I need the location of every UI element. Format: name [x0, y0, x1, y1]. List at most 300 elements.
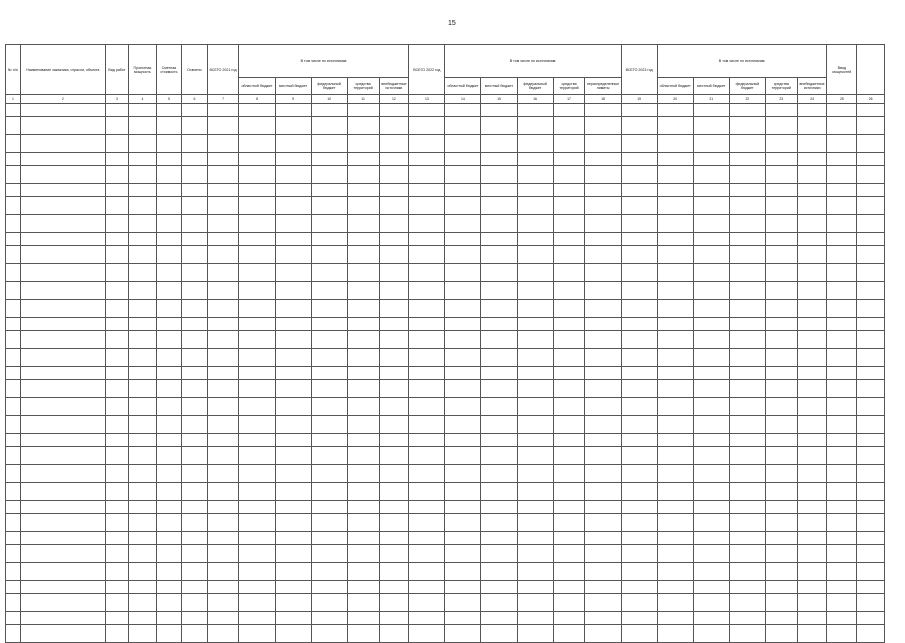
table-cell	[6, 447, 21, 465]
table-cell	[156, 380, 181, 398]
column-number: 18	[585, 95, 621, 104]
table-cell	[129, 153, 157, 166]
table-cell	[275, 349, 311, 367]
table-cell	[693, 318, 729, 331]
table-cell	[517, 246, 553, 264]
table-cell	[347, 581, 379, 594]
table-cell	[207, 581, 239, 594]
table-cell	[827, 264, 857, 282]
column-number: 20	[657, 95, 693, 104]
table-cell	[765, 545, 797, 563]
table-cell	[765, 349, 797, 367]
table-cell	[797, 197, 827, 215]
table-cell	[517, 434, 553, 447]
table-cell	[797, 318, 827, 331]
table-cell	[481, 104, 517, 117]
table-cell	[693, 545, 729, 563]
table-cell	[481, 514, 517, 532]
table-cell	[553, 264, 585, 282]
table-cell	[481, 135, 517, 153]
table-cell	[379, 416, 409, 434]
table-cell	[239, 153, 275, 166]
table-cell	[207, 104, 239, 117]
table-cell	[6, 246, 21, 264]
table-cell	[585, 398, 621, 416]
table-cell	[585, 282, 621, 300]
table-cell	[6, 501, 21, 514]
table-cell	[311, 563, 347, 581]
table-cell	[657, 501, 693, 514]
table-cell	[207, 398, 239, 416]
table-cell	[379, 532, 409, 545]
table-cell	[765, 581, 797, 594]
table-cell	[585, 416, 621, 434]
col-term-header: Ввод мощностей	[827, 45, 857, 95]
table-cell	[857, 465, 885, 483]
column-number: 12	[379, 95, 409, 104]
table-cell	[311, 514, 347, 532]
table-cell	[379, 215, 409, 233]
table-cell	[657, 465, 693, 483]
table-cell	[657, 300, 693, 318]
table-cell	[585, 380, 621, 398]
table-cell	[239, 246, 275, 264]
table-cell	[729, 465, 765, 483]
table-cell	[657, 153, 693, 166]
table-cell	[857, 612, 885, 625]
table-cell	[207, 447, 239, 465]
table-cell	[129, 367, 157, 380]
table-cell	[347, 563, 379, 581]
table-cell	[797, 563, 827, 581]
table-cell	[379, 264, 409, 282]
table-cell	[409, 434, 445, 447]
table-cell	[857, 197, 885, 215]
table-cell	[827, 166, 857, 184]
table-cell	[129, 398, 157, 416]
table-cell	[553, 215, 585, 233]
table-cell	[6, 318, 21, 331]
table-cell	[621, 581, 657, 594]
table-cell	[156, 483, 181, 501]
table-cell	[857, 246, 885, 264]
table-cell	[207, 246, 239, 264]
table-cell	[239, 563, 275, 581]
table-cell	[797, 300, 827, 318]
table-cell	[693, 153, 729, 166]
table-cell	[239, 434, 275, 447]
table-cell	[105, 594, 128, 612]
table-cell	[445, 514, 481, 532]
table-cell	[765, 398, 797, 416]
table-cell	[239, 532, 275, 545]
table-cell	[657, 594, 693, 612]
src-local-2021: местный бюджет	[275, 78, 311, 95]
table-cell	[797, 331, 827, 349]
table-cell	[182, 104, 207, 117]
table-row	[6, 197, 885, 215]
table-cell	[156, 197, 181, 215]
table-cell	[481, 233, 517, 246]
table-cell	[765, 153, 797, 166]
table-cell	[379, 380, 409, 398]
table-cell	[105, 367, 128, 380]
table-cell	[445, 184, 481, 197]
col-done-header: Освоено	[182, 45, 207, 95]
table-cell	[797, 501, 827, 514]
table-cell	[6, 300, 21, 318]
src-other-2023: внебюджетные источники	[797, 78, 827, 95]
table-cell	[105, 545, 128, 563]
table-cell	[129, 416, 157, 434]
table-cell	[20, 184, 105, 197]
column-numbers-row	[6, 95, 885, 104]
table-cell	[129, 246, 157, 264]
table-cell	[156, 367, 181, 380]
table-cell	[182, 416, 207, 434]
table-cell	[445, 117, 481, 135]
column-number: 6	[182, 95, 207, 104]
table-cell	[182, 501, 207, 514]
table-cell	[797, 514, 827, 532]
table-cell	[693, 380, 729, 398]
column-number: 23	[765, 95, 797, 104]
table-cell	[657, 215, 693, 233]
table-cell	[729, 264, 765, 282]
table-cell	[553, 465, 585, 483]
table-cell	[517, 264, 553, 282]
budget-table-sheet	[5, 44, 885, 634]
table-cell	[239, 545, 275, 563]
table-cell	[20, 465, 105, 483]
table-cell	[275, 318, 311, 331]
table-cell	[827, 282, 857, 300]
table-cell	[20, 514, 105, 532]
table-cell	[311, 434, 347, 447]
table-cell	[517, 380, 553, 398]
table-cell	[275, 117, 311, 135]
table-cell	[239, 483, 275, 501]
table-cell	[797, 117, 827, 135]
table-cell	[182, 545, 207, 563]
table-cell	[239, 416, 275, 434]
table-cell	[657, 349, 693, 367]
table-cell	[445, 380, 481, 398]
table-cell	[765, 233, 797, 246]
column-number: 19	[621, 95, 657, 104]
table-cell	[585, 331, 621, 349]
table-cell	[657, 434, 693, 447]
table-cell	[311, 581, 347, 594]
table-cell	[20, 501, 105, 514]
table-cell	[517, 215, 553, 233]
table-cell	[729, 612, 765, 625]
table-cell	[553, 367, 585, 380]
table-cell	[6, 117, 21, 135]
table-cell	[693, 135, 729, 153]
table-cell	[20, 246, 105, 264]
table-cell	[585, 501, 621, 514]
table-cell	[6, 233, 21, 246]
table-cell	[693, 300, 729, 318]
table-cell	[20, 594, 105, 612]
table-cell	[517, 545, 553, 563]
table-cell	[765, 594, 797, 612]
table-cell	[827, 483, 857, 501]
table-cell	[857, 545, 885, 563]
table-cell	[765, 184, 797, 197]
table-cell	[182, 447, 207, 465]
table-cell	[445, 264, 481, 282]
table-cell	[239, 104, 275, 117]
table-cell	[481, 380, 517, 398]
table-cell	[585, 153, 621, 166]
table-cell	[182, 532, 207, 545]
table-cell	[657, 135, 693, 153]
table-cell	[797, 465, 827, 483]
table-cell	[445, 282, 481, 300]
table-cell	[553, 282, 585, 300]
table-cell	[445, 447, 481, 465]
table-cell	[311, 380, 347, 398]
table-cell	[621, 349, 657, 367]
table-cell	[311, 215, 347, 233]
table-cell	[517, 563, 553, 581]
table-cell	[347, 264, 379, 282]
table-cell	[311, 166, 347, 184]
table-cell	[182, 117, 207, 135]
table-cell	[311, 501, 347, 514]
table-cell	[621, 300, 657, 318]
table-cell	[621, 501, 657, 514]
table-cell	[517, 349, 553, 367]
column-number: 5	[156, 95, 181, 104]
table-cell	[857, 563, 885, 581]
table-cell	[857, 581, 885, 594]
table-cell	[621, 514, 657, 532]
table-cell	[129, 331, 157, 349]
table-cell	[6, 264, 21, 282]
table-row	[6, 300, 885, 318]
table-cell	[105, 380, 128, 398]
table-row	[6, 166, 885, 184]
table-cell	[275, 398, 311, 416]
table-cell	[182, 264, 207, 282]
table-cell	[379, 465, 409, 483]
table-cell	[585, 465, 621, 483]
table-cell	[105, 465, 128, 483]
table-cell	[517, 367, 553, 380]
table-cell	[445, 135, 481, 153]
table-cell	[765, 514, 797, 532]
table-cell	[347, 331, 379, 349]
table-cell	[347, 166, 379, 184]
table-cell	[239, 581, 275, 594]
table-cell	[657, 104, 693, 117]
table-cell	[311, 197, 347, 215]
table-cell	[379, 104, 409, 117]
table-cell	[517, 233, 553, 246]
table-cell	[379, 581, 409, 594]
table-cell	[621, 215, 657, 233]
table-cell	[156, 153, 181, 166]
table-cell	[275, 581, 311, 594]
table-cell	[693, 117, 729, 135]
table-cell	[347, 465, 379, 483]
table-cell	[481, 166, 517, 184]
table-cell	[585, 135, 621, 153]
src-local-2023: местный бюджет	[693, 78, 729, 95]
table-cell	[445, 367, 481, 380]
table-cell	[207, 282, 239, 300]
table-cell	[182, 197, 207, 215]
table-cell	[6, 104, 21, 117]
table-cell	[311, 465, 347, 483]
table-cell	[6, 282, 21, 300]
table-cell	[827, 184, 857, 197]
table-cell	[129, 166, 157, 184]
table-cell	[156, 300, 181, 318]
table-cell	[657, 380, 693, 398]
table-cell	[553, 416, 585, 434]
table-cell	[765, 318, 797, 331]
table-cell	[379, 184, 409, 197]
table-cell	[657, 246, 693, 264]
table-cell	[6, 532, 21, 545]
table-cell	[347, 135, 379, 153]
page-number: 15	[448, 20, 456, 27]
table-cell	[797, 104, 827, 117]
table-cell	[481, 612, 517, 625]
table-cell	[207, 197, 239, 215]
table-cell	[129, 532, 157, 545]
table-cell	[182, 380, 207, 398]
group-2021-header: В том числе по источникам:	[239, 45, 409, 78]
table-cell	[585, 514, 621, 532]
table-cell	[347, 416, 379, 434]
table-cell	[129, 581, 157, 594]
table-cell	[182, 398, 207, 416]
table-cell	[481, 563, 517, 581]
table-cell	[693, 367, 729, 380]
table-cell	[347, 501, 379, 514]
table-cell	[445, 246, 481, 264]
table-cell	[621, 117, 657, 135]
table-cell	[409, 117, 445, 135]
table-cell	[275, 416, 311, 434]
table-cell	[311, 153, 347, 166]
table-cell	[311, 300, 347, 318]
table-cell	[445, 349, 481, 367]
table-cell	[105, 282, 128, 300]
table-cell	[553, 153, 585, 166]
table-cell	[275, 612, 311, 625]
table-cell	[129, 483, 157, 501]
table-cell	[20, 153, 105, 166]
table-cell	[729, 416, 765, 434]
table-cell	[129, 594, 157, 612]
column-number: 13	[409, 95, 445, 104]
table-cell	[585, 612, 621, 625]
table-cell	[6, 545, 21, 563]
table-cell	[857, 318, 885, 331]
table-cell	[553, 501, 585, 514]
table-cell	[827, 545, 857, 563]
table-cell	[207, 349, 239, 367]
table-cell	[445, 166, 481, 184]
table-cell	[729, 117, 765, 135]
table-cell	[621, 398, 657, 416]
table-cell	[585, 166, 621, 184]
table-cell	[182, 612, 207, 625]
table-cell	[445, 416, 481, 434]
table-cell	[129, 264, 157, 282]
table-cell	[105, 447, 128, 465]
table-cell	[445, 398, 481, 416]
table-cell	[857, 215, 885, 233]
table-cell	[657, 514, 693, 532]
table-cell	[621, 594, 657, 612]
table-cell	[379, 318, 409, 331]
table-cell	[621, 104, 657, 117]
table-cell	[797, 264, 827, 282]
table-cell	[857, 331, 885, 349]
table-cell	[207, 465, 239, 483]
table-cell	[129, 349, 157, 367]
table-cell	[517, 483, 553, 501]
table-cell	[693, 215, 729, 233]
column-number: 3	[105, 95, 128, 104]
table-cell	[156, 282, 181, 300]
table-cell	[379, 514, 409, 532]
table-cell	[207, 514, 239, 532]
table-cell	[693, 331, 729, 349]
table-cell	[857, 153, 885, 166]
table-cell	[445, 483, 481, 501]
table-cell	[156, 215, 181, 233]
table-cell	[275, 465, 311, 483]
table-cell	[311, 349, 347, 367]
table-cell	[239, 367, 275, 380]
table-cell	[553, 563, 585, 581]
table-row	[6, 465, 885, 483]
table-cell	[827, 501, 857, 514]
table-cell	[239, 501, 275, 514]
table-cell	[765, 367, 797, 380]
table-cell	[445, 501, 481, 514]
table-cell	[729, 166, 765, 184]
table-cell	[585, 300, 621, 318]
table-cell	[207, 318, 239, 331]
table-cell	[156, 331, 181, 349]
table-cell	[409, 465, 445, 483]
table-cell	[409, 612, 445, 625]
table-cell	[765, 117, 797, 135]
table-cell	[481, 215, 517, 233]
table-cell	[20, 581, 105, 594]
src-territories-2023: средства территорий	[765, 78, 797, 95]
column-number: 16	[517, 95, 553, 104]
col-blank-header	[857, 45, 885, 95]
table-cell	[156, 581, 181, 594]
table-cell	[20, 318, 105, 331]
table-cell	[20, 563, 105, 581]
table-cell	[765, 380, 797, 398]
table-cell	[481, 434, 517, 447]
table-cell	[311, 612, 347, 625]
table-cell	[105, 514, 128, 532]
table-cell	[182, 166, 207, 184]
